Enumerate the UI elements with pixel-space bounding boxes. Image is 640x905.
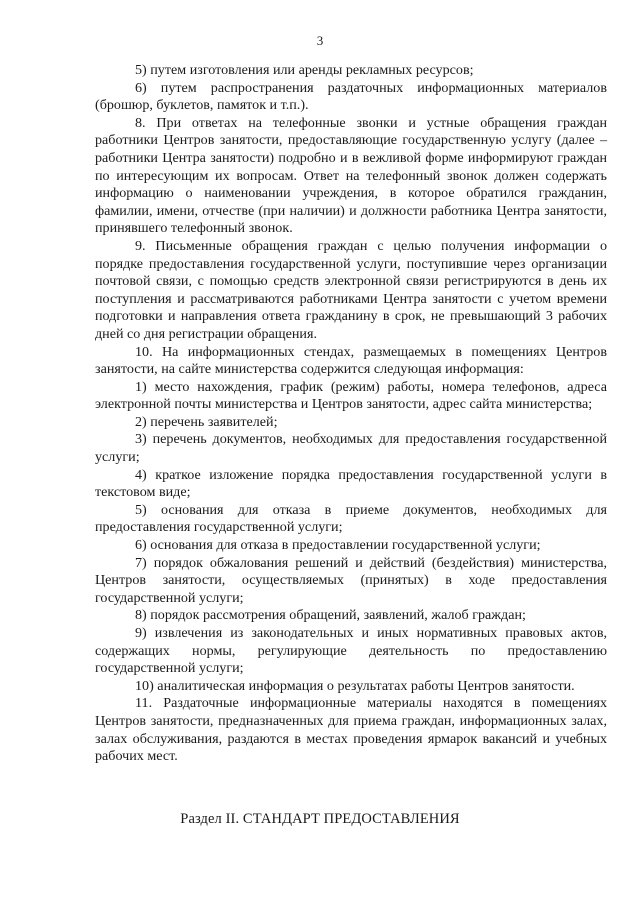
paragraph-clause-9: 9. Письменные обращения граждан с целью получения информации о порядке предоставления государственной услуги, поступившие через организации почтовой связи, с помощью средств электронной связи регистрируются в день их поступления и рассматриваются работниками Центра занятости с учетом времени подготовки и направления ответа гражданину в срок, не превышающий 3 рабочих дней со дня регистрации обращения.	[95, 237, 607, 342]
paragraph-clause-8: 8. При ответах на телефонные звонки и устные обращения граждан работники Центров занятости, предоставляющие государственную услугу (далее – работники Центра занятости) подробно и в вежливой форме информируют граждан по интересующим их вопросам. Ответ на телефонный звонок должен содержать информацию о наименовании учреждения, в которое обратился гражданин, фамилии, имени, отчестве (при наличии) и должности работника Центра занятости, принявшего телефонный звонок.	[95, 114, 607, 237]
section-title: Раздел II. СТАНДАРТ ПРЕДОСТАВЛЕНИЯ	[180, 811, 460, 827]
list-item-2: 2) перечень заявителей;	[135, 413, 278, 430]
paragraph-clause-10: 10. На информационных стендах, размещаемых в помещениях Центров занятости, на сайте министерства содержится следующая информация:	[95, 343, 607, 378]
paragraph-item-6: 6) путем распространения раздаточных информационных материалов (брошюр, буклетов, памяток и т.п.).	[95, 79, 607, 114]
list-item-1: 1) место нахождения, график (режим) работы, номера телефонов, адреса электронной почты министерства и Центров занятости, адрес сайта министерства;	[95, 378, 607, 413]
list-item-3: 3) перечень документов, необходимых для предоставления государственной услуги;	[95, 431, 607, 466]
list-item-7: 7) порядок обжалования решений и действий (бездействия) министерства, Центров занятости, осуществляемых (принятых) в ходе предоставления государственной услуги;	[95, 554, 607, 606]
list-item-10: 10) аналитическая информация о результатах работы Центров занятости.	[135, 677, 575, 694]
list-item-4: 4) краткое изложение порядка предоставления государственной услуги в текстовом виде;	[95, 466, 607, 501]
list-item-8: 8) порядок рассмотрения обращений, заявлений, жалоб граждан;	[135, 607, 526, 624]
paragraph-clause-11: 11. Раздаточные информационные материалы находятся в помещениях Центров занятости, предназначенных для приема граждан, информационных залах, залах обслуживания, раздаются в местах проведения ярмарок вакансий и учебных рабочих мест.	[95, 695, 607, 765]
page-number: 3	[316, 33, 324, 48]
list-item-5: 5) основания для отказа в приеме документов, необходимых для предоставления государственной услуги;	[95, 501, 607, 536]
list-item-6: 6) основания для отказа в предоставлении государственной услуги;	[135, 537, 541, 554]
list-item-9: 9) извлечения из законодательных и иных нормативных правовых актов, содержащих нормы, регулирующие деятельность по предоставлению государственной услуги;	[95, 625, 607, 677]
document-body	[95, 62, 607, 766]
paragraph-item-5: 5) путем изготовления или аренды рекламных ресурсов;	[135, 62, 474, 78]
